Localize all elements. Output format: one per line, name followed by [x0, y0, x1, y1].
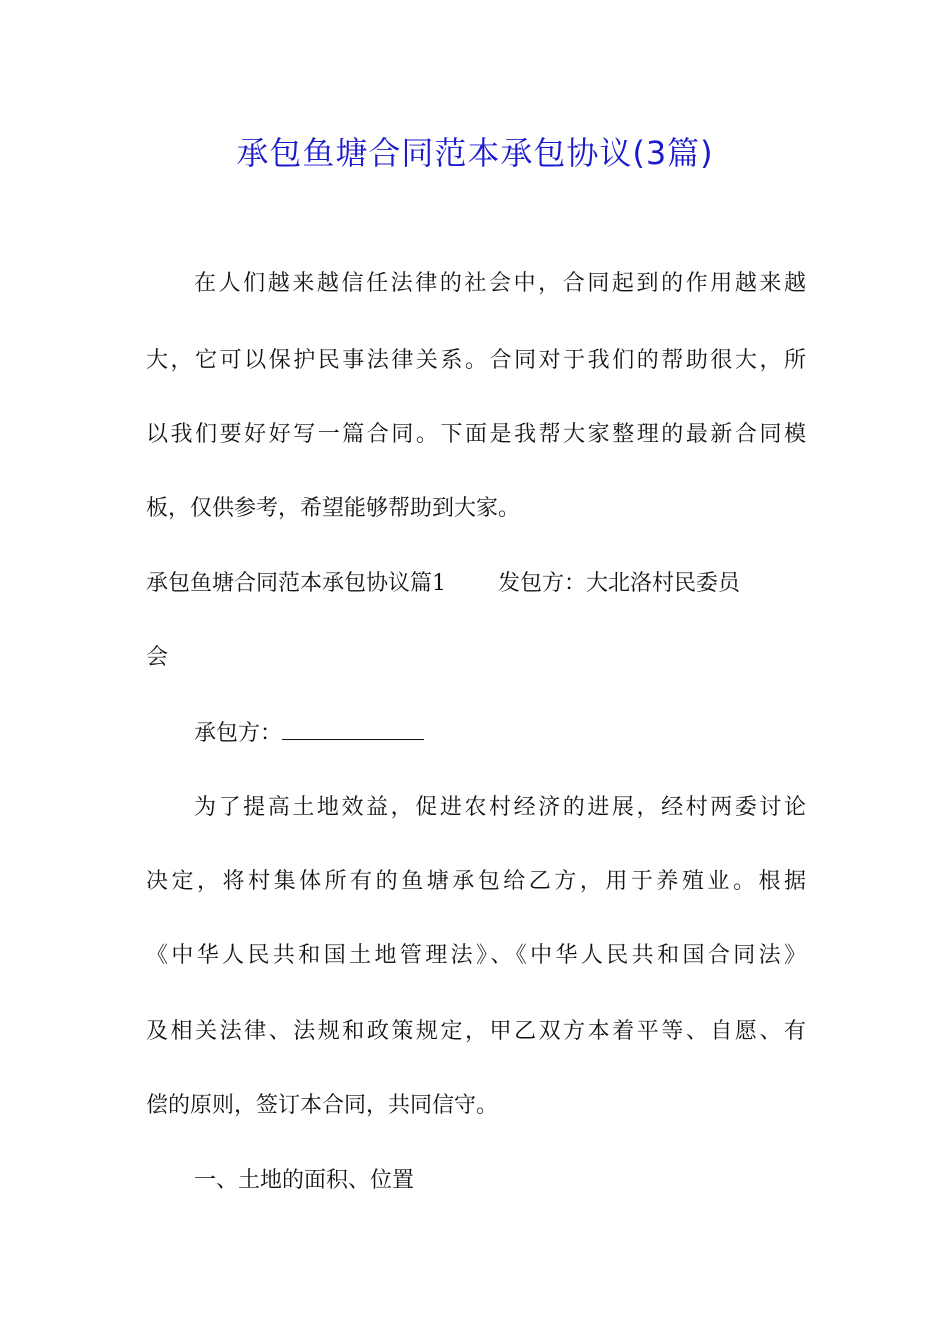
issuer-continuation: 会: [146, 645, 169, 670]
contractor-label: 承包方：: [194, 721, 283, 746]
para2-line-2: 决定，将村集体所有的鱼塘承包给乙方，用于养殖业。根据: [146, 869, 806, 894]
contractor-blank: [282, 717, 424, 740]
item1-heading: 一、土地的面积、位置: [194, 1168, 415, 1193]
para2-line-5: 偿的原则，签订本合同，共同信守。: [146, 1093, 499, 1118]
intro-line-1: 在人们越来越信任法律的社会中，合同起到的作用越来越: [194, 271, 806, 296]
para2-line-3: 《中华人民共和国土地管理法》、《中华人民共和国合同法》: [146, 943, 806, 968]
document-title: 承包鱼塘合同范本承包协议(3篇): [236, 134, 714, 172]
contractor-line: [146, 714, 806, 754]
intro-line-2: 大，它可以保护民事法律关系。合同对于我们的帮助很大，所: [146, 348, 806, 373]
para2-line-4: 及相关法律、法规和政策规定，甲乙双方本着平等、自愿、有: [146, 1019, 806, 1044]
para2-line-1: 为了提高土地效益，促进农村经济的进展，经村两委讨论: [194, 795, 806, 820]
section-heading-line: [146, 564, 806, 604]
intro-line-3: 以我们要好好写一篇合同。下面是我帮大家整理的最新合同模: [146, 422, 806, 447]
issuer-label: 发包方：大北洛村民委员: [498, 571, 741, 596]
section-heading: 承包鱼塘合同范本承包协议篇1: [146, 571, 446, 596]
intro-line-4: 板，仅供参考，希望能够帮助到大家。: [146, 496, 521, 521]
